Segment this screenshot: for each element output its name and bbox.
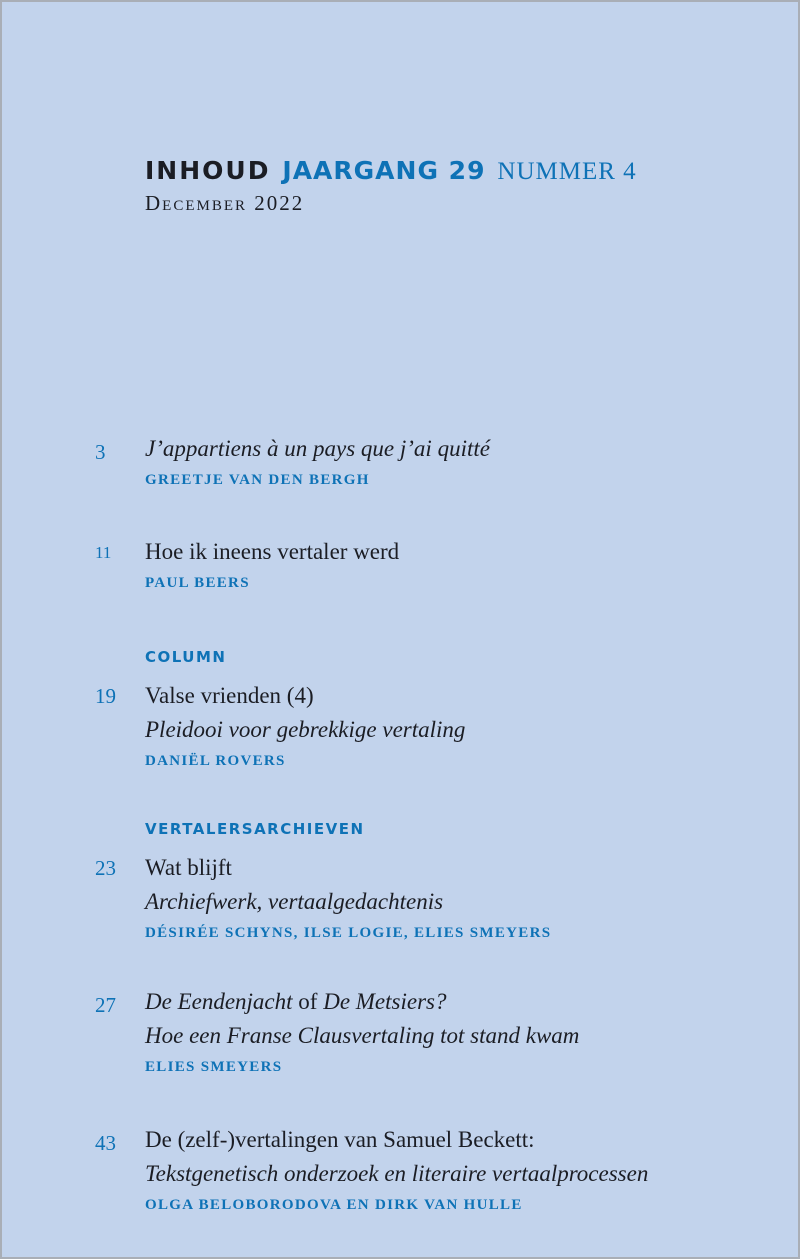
entry-author: OLGA BELOBORODOVA EN DIRK VAN HULLE — [145, 1197, 523, 1213]
entry-author: GREETJE VAN DEN BERGH — [145, 472, 370, 488]
entry-page-number: 11 — [95, 543, 112, 562]
entry-page-number: 27 — [95, 993, 116, 1017]
entry-subtitle: Pleidooi voor gebrekkige vertaling — [145, 717, 466, 742]
entry-body — [145, 985, 762, 1076]
entry-title-part: of — [292, 989, 324, 1014]
entry-title: De (zelf-)vertalingen van Samuel Beckett: — [145, 1127, 535, 1152]
entry-subtitle: Archiefwerk, vertaalgedachtenis — [145, 889, 444, 914]
entry-title-part: De Metsiers? — [323, 989, 447, 1014]
entry-page-number: 43 — [95, 1131, 116, 1155]
section-heading: COLUMN — [145, 648, 227, 666]
volume-label: JAARGANG 29 — [282, 156, 486, 185]
issue-heading — [145, 155, 637, 188]
entry-author: DÉSIRÉE SCHYNS, ILSE LOGIE, ELIES SMEYERS — [145, 925, 552, 941]
entry-author: PAUL BEERS — [145, 575, 250, 591]
entry-title: Wat blijft — [145, 855, 232, 880]
entry-body — [145, 645, 762, 770]
entry-body — [145, 432, 762, 489]
entry-body — [145, 1123, 762, 1214]
entry-author: ELIES SMEYERS — [145, 1059, 283, 1075]
entry-subtitle: Tekstgenetisch onderzoek en literaire vertaalprocessen — [145, 1161, 649, 1186]
issue-date: December 2022 — [145, 191, 305, 215]
entry-body — [145, 535, 762, 592]
entry-page-number: 19 — [95, 684, 116, 708]
entry-title: J’appartiens à un pays que j’ai quitté — [145, 436, 490, 461]
entry-title-part: De Eendenjacht — [145, 989, 293, 1014]
entry-title: Hoe ik ineens vertaler werd — [145, 539, 400, 564]
entry-page-number: 3 — [95, 440, 106, 464]
toc-header — [145, 155, 637, 216]
entry-subtitle: Hoe een Franse Clausvertaling tot stand kwam — [145, 1023, 580, 1048]
entry-title — [145, 985, 762, 1019]
inhoud-label: INHOUD — [145, 156, 271, 185]
entry-author: DANIËL ROVERS — [145, 753, 286, 769]
section-heading: VERTALERSARCHIEVEN — [145, 820, 365, 838]
entry-body — [145, 817, 762, 942]
entry-title: Valse vrienden (4) — [145, 683, 314, 708]
entry-page-number: 23 — [95, 856, 116, 880]
issue-number-label: NUMMER 4 — [497, 158, 637, 185]
